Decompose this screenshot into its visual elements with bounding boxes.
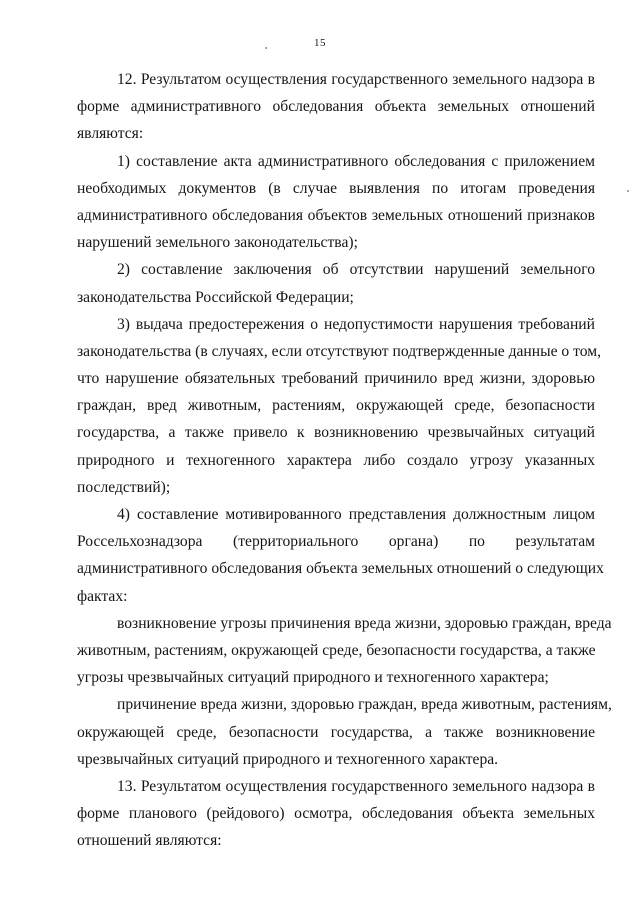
text-line: законодательства (в случаях, если отсутствуют подтвержденные данные о том, <box>77 342 601 360</box>
text-line: административного обследования объектов земельных отношений признаков <box>77 206 595 224</box>
text-line: форме административного обследования объекта земельных отношений <box>77 98 595 116</box>
text-line: последствий); <box>77 478 171 496</box>
text-line: причинение вреда жизни, здоровью граждан, вреда животным, растениям, <box>117 696 612 714</box>
scan-speck <box>265 47 267 49</box>
text-line: чрезвычайных ситуаций природного и техногенного характера. <box>77 750 499 768</box>
text-line: необходимых документов (в случае выявления по итогам проведения <box>77 179 595 197</box>
text-line: 4) составление мотивированного представления должностным лицом <box>117 506 595 523</box>
text-line: нарушений земельного законодательства); <box>77 234 358 252</box>
document-body <box>77 66 612 854</box>
text-line: 13. Результатом осуществления государственного земельного надзора в <box>117 777 595 795</box>
paragraph-p12-2 <box>77 256 595 310</box>
paragraph-p13 <box>77 773 595 855</box>
text-line: 2) составление заключения об отсутствии нарушений земельного <box>117 261 595 279</box>
paragraph-p12-4b <box>77 691 612 773</box>
paragraph-p12-1 <box>77 148 595 257</box>
text-line: Россельхознадзора (территориального органа) по результатам <box>77 533 595 551</box>
text-line: форме планового (рейдового) осмотра, обследования объекта земельных <box>77 805 595 823</box>
text-line: природного и техногенного характера либо создало угрозу указанных <box>77 451 595 469</box>
text-line: граждан, вред животным, растениям, окружающей среде, безопасности <box>77 397 595 415</box>
text-line: 1) составление акта административного обследования с приложением <box>117 152 595 170</box>
text-line: что нарушение обязательных требований причинило вред жизни, здоровью <box>77 370 595 388</box>
text-line: окружающей среде, безопасности государства, а также возникновение <box>77 723 595 741</box>
text-line: возникновение угрозы причинения вреда жизни, здоровью граждан, вреда <box>117 614 612 632</box>
page-number: 15 <box>314 37 326 49</box>
text-line: административного обследования объекта земельных отношений о следующих <box>77 560 604 578</box>
paragraph-p12-4 <box>77 501 604 610</box>
text-line: государства, а также привело к возникновению чрезвычайных ситуаций <box>77 424 595 442</box>
paragraph-p12-3 <box>77 311 601 501</box>
text-line: отношений являются: <box>77 832 222 850</box>
text-line: 3) выдача предостережения о недопустимости нарушения требований <box>117 315 595 333</box>
paragraph-p12 <box>77 66 595 148</box>
text-line: фактах: <box>77 587 128 605</box>
text-line: животным, растениям, окружающей среде, безопасности государства, а также <box>77 641 596 659</box>
scan-speck <box>627 190 629 192</box>
paragraph-p12-4a <box>77 610 612 692</box>
text-line: являются: <box>77 125 144 143</box>
text-line: угрозы чрезвычайных ситуаций природного и техногенного характера; <box>77 669 549 687</box>
text-line: 12. Результатом осуществления государственного земельного надзора в <box>117 71 595 88</box>
text-line: законодательства Российской Федерации; <box>77 288 354 306</box>
